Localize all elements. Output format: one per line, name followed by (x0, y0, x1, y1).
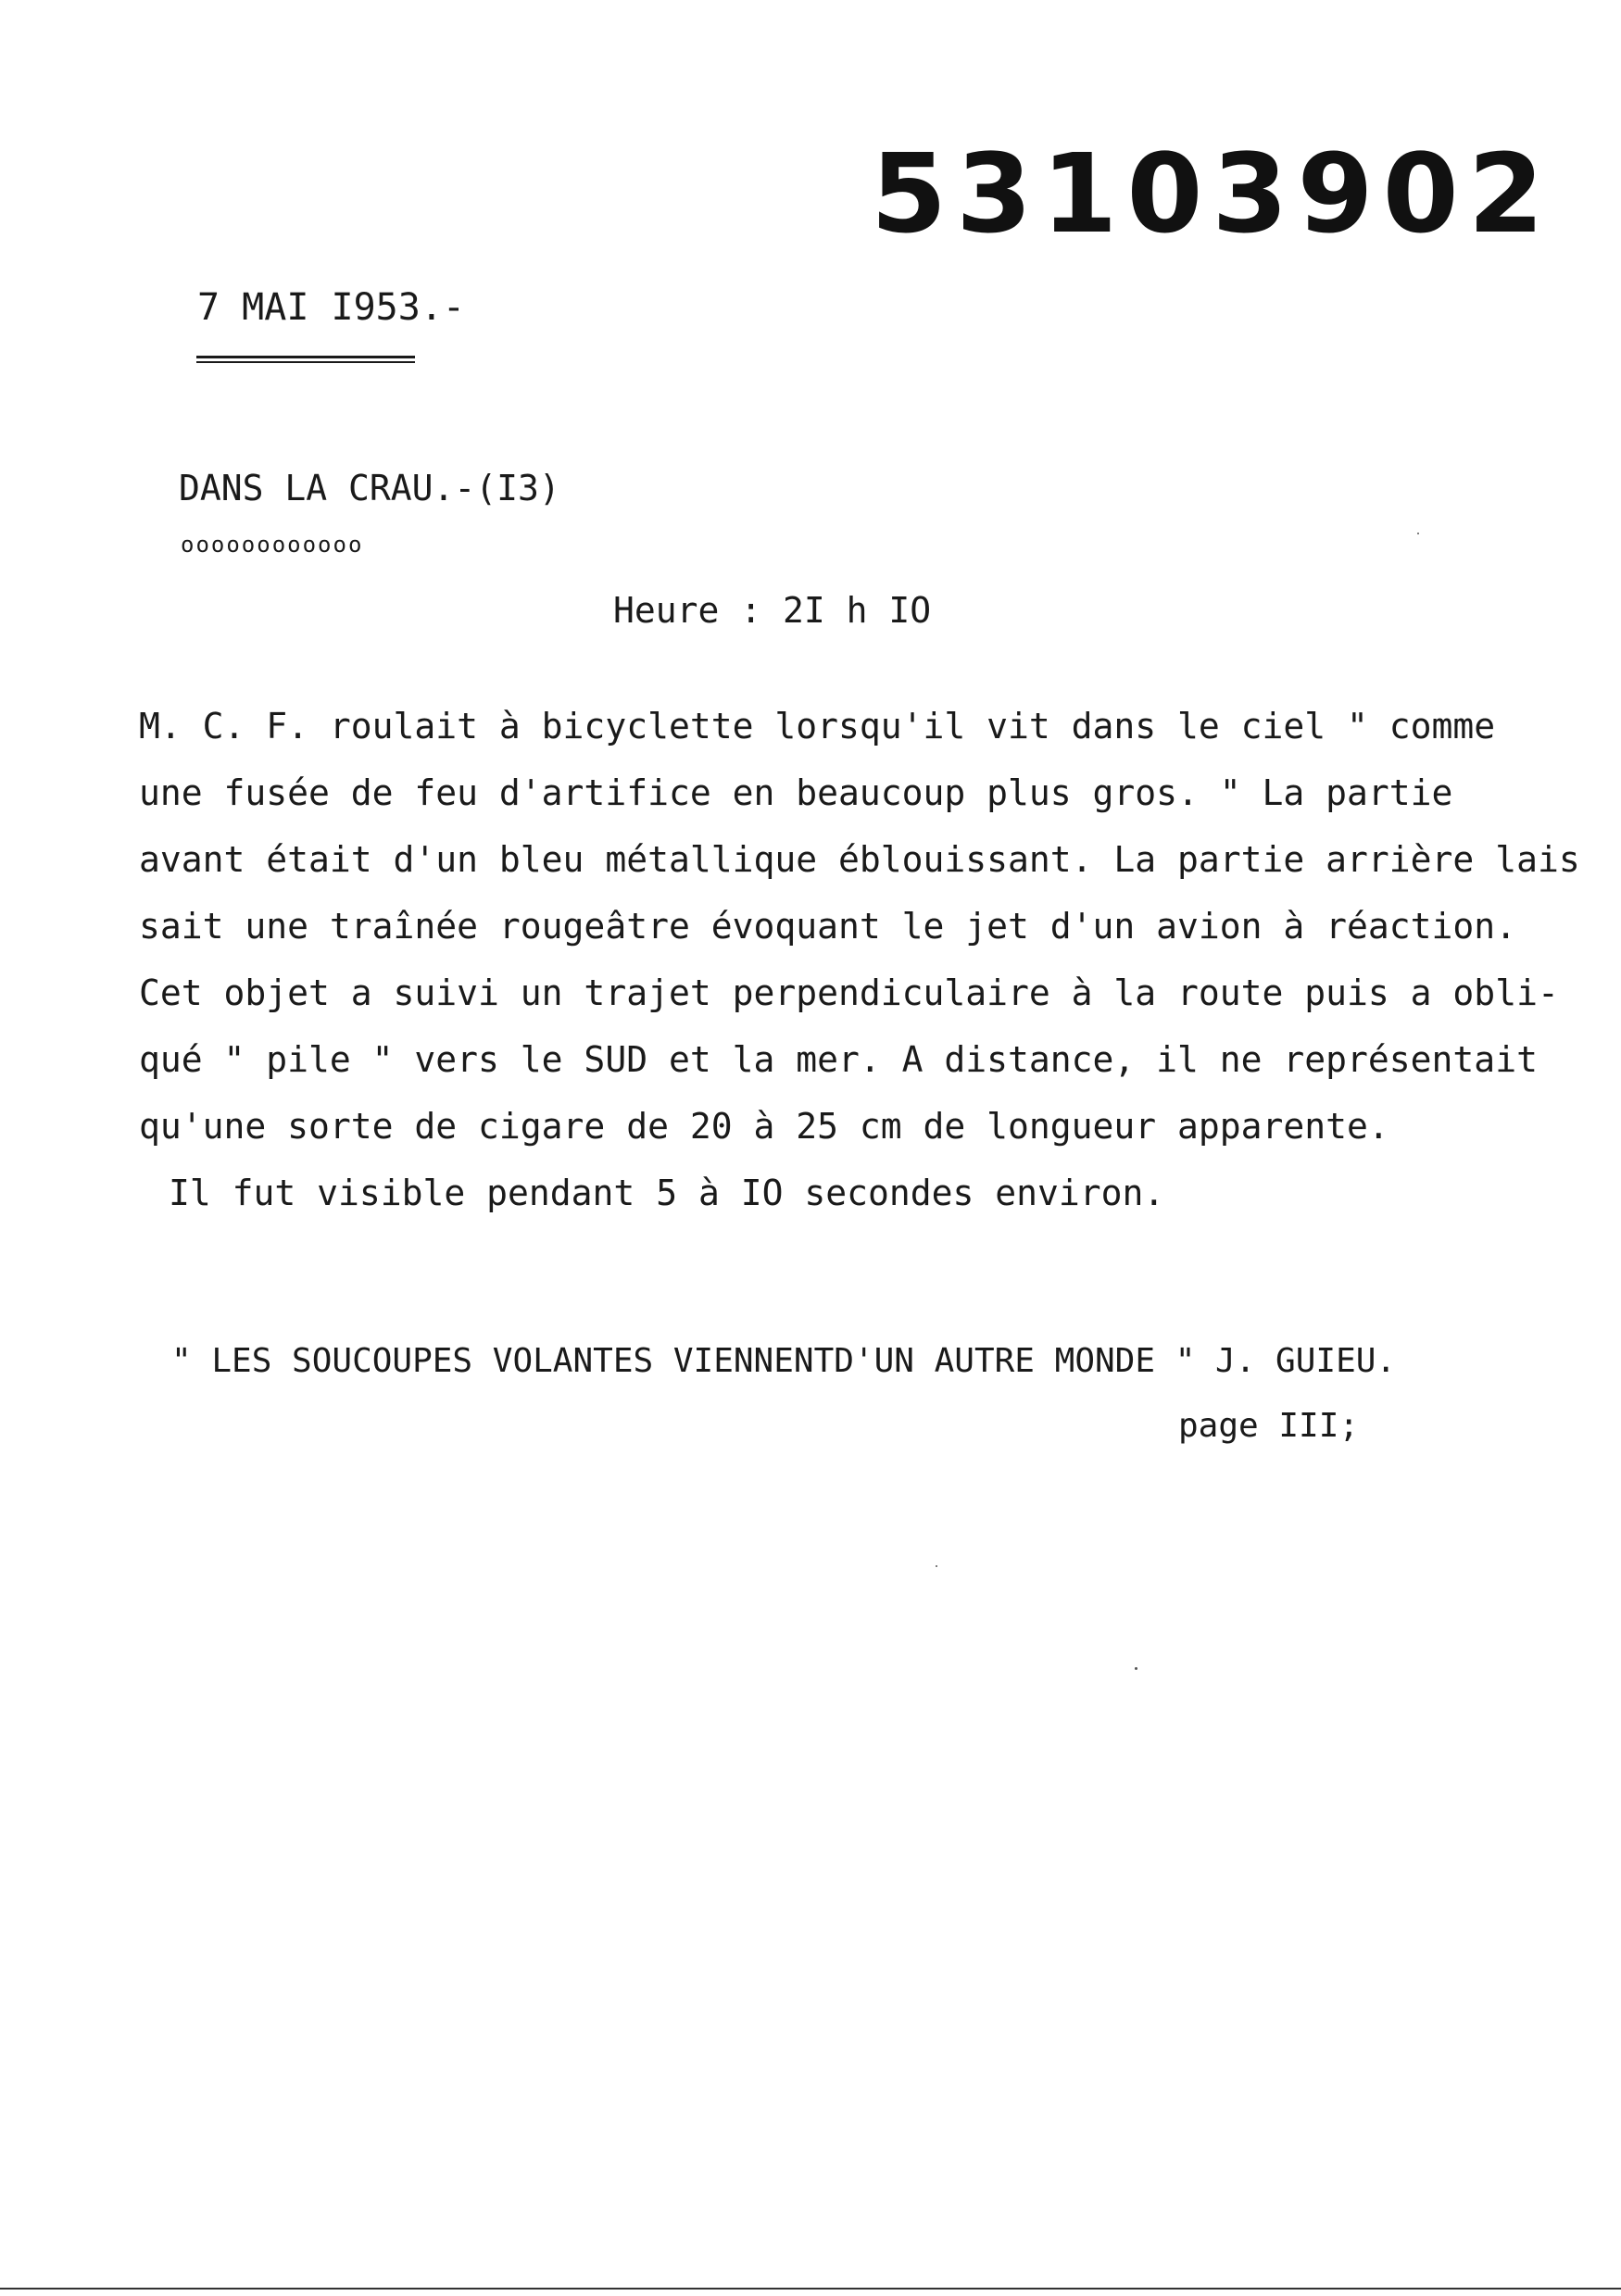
body-line: qué " pile " vers le SUD et la mer. A distance, il ne représentait (139, 1039, 1538, 1080)
document-number: 53103902 (871, 130, 1553, 257)
report-body (139, 693, 1621, 1226)
date-underline (196, 356, 415, 363)
source-page: page III; (1178, 1407, 1360, 1445)
bottom-edge-line (0, 2288, 1621, 2290)
scan-speck (1135, 1667, 1137, 1670)
body-line: M. C. F. roulait à bicyclette lorsqu'il vit dans le ciel " comme (139, 706, 1496, 747)
scan-speck (1417, 533, 1419, 534)
report-date: 7 MAI I953.- (197, 286, 465, 329)
body-line: Cet objet a suivi un trajet perpendiculaire à la route puis a obli- (139, 972, 1559, 1013)
body-line: qu'une sorte de cigare de 20 à 25 cm de longueur apparente. (139, 1106, 1389, 1147)
location-underline: oooooooooooo (181, 532, 364, 558)
body-line: avant était d'un bleu métallique éblouissant. La partie arrière lais (139, 839, 1580, 880)
scan-speck (936, 1565, 937, 1567)
body-line: une fusée de feu d'artifice en beaucoup plus gros. " La partie (139, 772, 1453, 813)
report-location: DANS LA CRAU.-(I3) (179, 468, 560, 508)
source-citation: " LES SOUCOUPES VOLANTES VIENNENTD'UN AUTRE MONDE " J. GUIEU. (171, 1342, 1397, 1380)
body-line: Il fut visible pendant 5 à IO secondes environ. (169, 1173, 1165, 1213)
report-time: Heure : 2I h IO (613, 590, 932, 631)
body-line: sait une traînée rougeâtre évoquant le jet d'un avion à réaction. (139, 906, 1517, 947)
